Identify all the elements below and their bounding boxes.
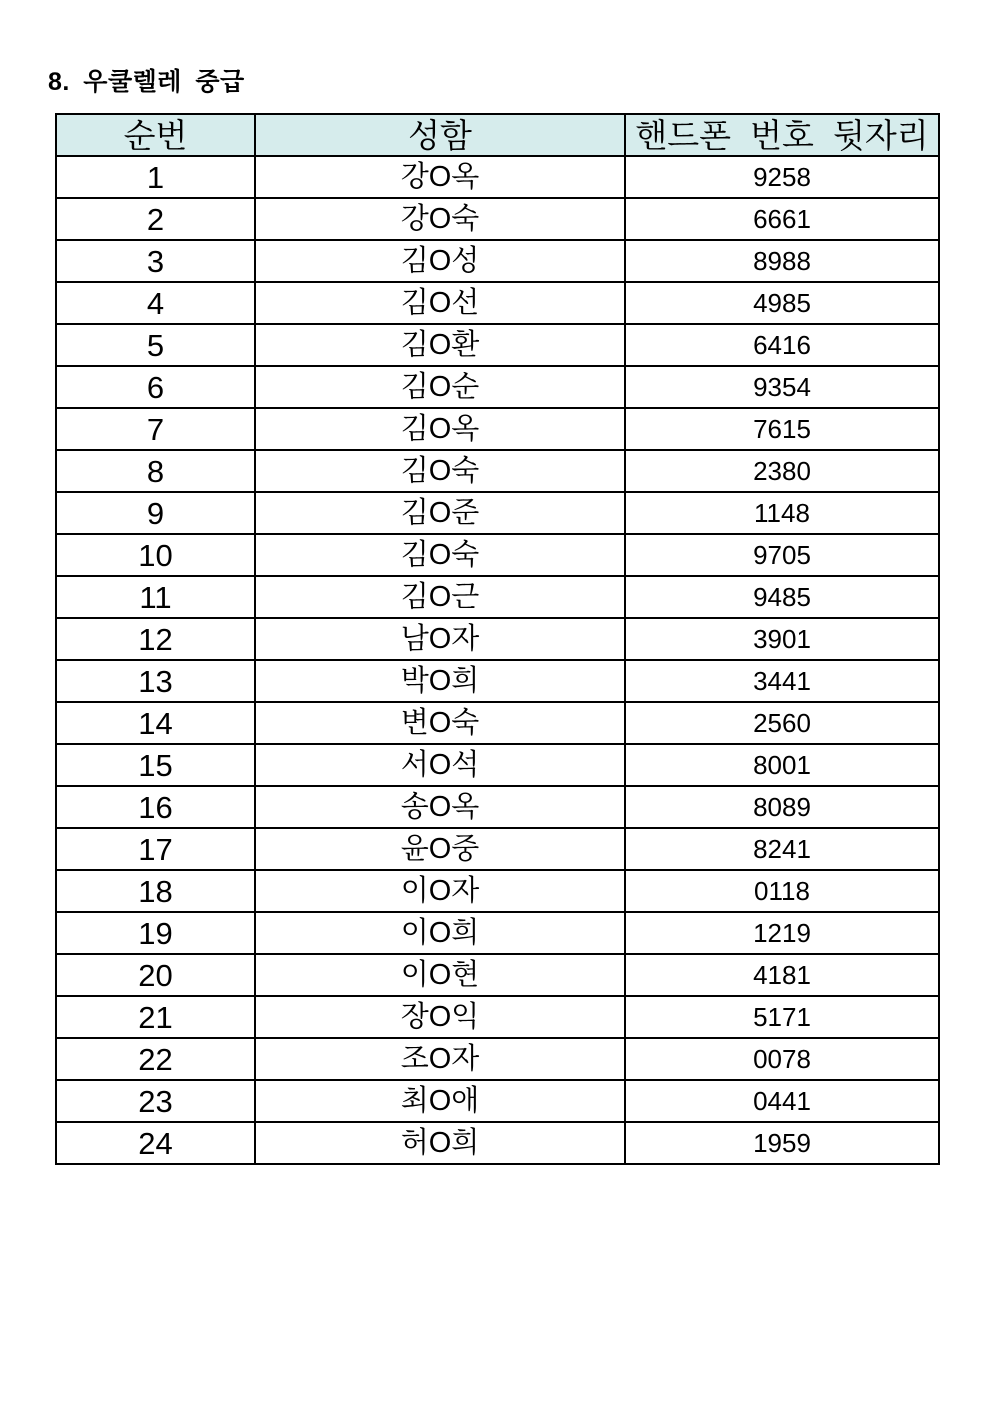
- row-number: 1: [56, 156, 255, 198]
- row-phone: 6661: [625, 198, 939, 240]
- row-phone: 5171: [625, 996, 939, 1038]
- header-cell-no: 순번: [56, 114, 255, 156]
- row-phone: 7615: [625, 408, 939, 450]
- row-phone: 8089: [625, 786, 939, 828]
- table-row: [56, 156, 939, 198]
- row-name: 조O자: [255, 1038, 625, 1080]
- row-name: 최O애: [255, 1080, 625, 1122]
- table-row: [56, 282, 939, 324]
- row-name: 이O현: [255, 954, 625, 996]
- table-row: [56, 828, 939, 870]
- row-phone: 4985: [625, 282, 939, 324]
- roster-table: [55, 113, 940, 1165]
- row-number: 13: [56, 660, 255, 702]
- table-row: [56, 912, 939, 954]
- row-name: 강O숙: [255, 198, 625, 240]
- table-row: [56, 198, 939, 240]
- header-cell-name: 성함: [255, 114, 625, 156]
- table-row: [56, 744, 939, 786]
- table-row: [56, 366, 939, 408]
- row-number: 14: [56, 702, 255, 744]
- row-number: 21: [56, 996, 255, 1038]
- row-number: 7: [56, 408, 255, 450]
- header-cell-phone: 핸드폰 번호 뒷자리: [625, 114, 939, 156]
- row-name: 김O순: [255, 366, 625, 408]
- table-row: [56, 492, 939, 534]
- table-row: [56, 450, 939, 492]
- row-number: 11: [56, 576, 255, 618]
- row-name: 김O준: [255, 492, 625, 534]
- row-name: 허O희: [255, 1122, 625, 1164]
- table-row: [56, 1122, 939, 1164]
- row-number: 19: [56, 912, 255, 954]
- row-number: 23: [56, 1080, 255, 1122]
- table-row: [56, 576, 939, 618]
- row-number: 5: [56, 324, 255, 366]
- row-phone: 6416: [625, 324, 939, 366]
- row-number: 10: [56, 534, 255, 576]
- row-phone: 0118: [625, 870, 939, 912]
- row-number: 17: [56, 828, 255, 870]
- row-phone: 0078: [625, 1038, 939, 1080]
- row-phone: 3441: [625, 660, 939, 702]
- row-number: 2: [56, 198, 255, 240]
- row-phone: 9258: [625, 156, 939, 198]
- row-phone: 4181: [625, 954, 939, 996]
- row-name: 김O성: [255, 240, 625, 282]
- row-number: 20: [56, 954, 255, 996]
- row-name: 서O석: [255, 744, 625, 786]
- row-phone: 8001: [625, 744, 939, 786]
- row-phone: 2380: [625, 450, 939, 492]
- row-phone: 9354: [625, 366, 939, 408]
- row-phone: 1219: [625, 912, 939, 954]
- row-name: 김O숙: [255, 534, 625, 576]
- row-name: 김O숙: [255, 450, 625, 492]
- row-name: 김O근: [255, 576, 625, 618]
- table-row: [56, 660, 939, 702]
- row-phone: 8241: [625, 828, 939, 870]
- row-phone: 2560: [625, 702, 939, 744]
- table-row: [56, 618, 939, 660]
- page-title: 8. 우쿨렐레 중급: [48, 68, 245, 96]
- row-name: 김O선: [255, 282, 625, 324]
- row-phone: 3901: [625, 618, 939, 660]
- row-number: 22: [56, 1038, 255, 1080]
- row-number: 15: [56, 744, 255, 786]
- table-row: [56, 324, 939, 366]
- table-row: [56, 702, 939, 744]
- row-name: 변O숙: [255, 702, 625, 744]
- row-number: 8: [56, 450, 255, 492]
- row-name: 김O환: [255, 324, 625, 366]
- table-row: [56, 996, 939, 1038]
- row-number: 3: [56, 240, 255, 282]
- row-number: 4: [56, 282, 255, 324]
- table-row: [56, 870, 939, 912]
- row-name: 김O옥: [255, 408, 625, 450]
- table-row: [56, 786, 939, 828]
- row-phone: 8988: [625, 240, 939, 282]
- row-name: 이O희: [255, 912, 625, 954]
- row-phone: 1148: [625, 492, 939, 534]
- row-phone: 1959: [625, 1122, 939, 1164]
- row-phone: 9705: [625, 534, 939, 576]
- row-name: 장O익: [255, 996, 625, 1038]
- table-row: [56, 954, 939, 996]
- table-row: [56, 534, 939, 576]
- row-name: 윤O중: [255, 828, 625, 870]
- table-row: [56, 408, 939, 450]
- table-row: [56, 1080, 939, 1122]
- row-phone: 0441: [625, 1080, 939, 1122]
- table-row: [56, 240, 939, 282]
- row-number: 6: [56, 366, 255, 408]
- row-name: 이O자: [255, 870, 625, 912]
- row-phone: 9485: [625, 576, 939, 618]
- header-row: [56, 114, 939, 156]
- row-name: 강O옥: [255, 156, 625, 198]
- row-number: 18: [56, 870, 255, 912]
- table-row: [56, 1038, 939, 1080]
- row-name: 박O희: [255, 660, 625, 702]
- row-name: 송O옥: [255, 786, 625, 828]
- row-number: 12: [56, 618, 255, 660]
- row-name: 남O자: [255, 618, 625, 660]
- row-number: 24: [56, 1122, 255, 1164]
- row-number: 16: [56, 786, 255, 828]
- row-number: 9: [56, 492, 255, 534]
